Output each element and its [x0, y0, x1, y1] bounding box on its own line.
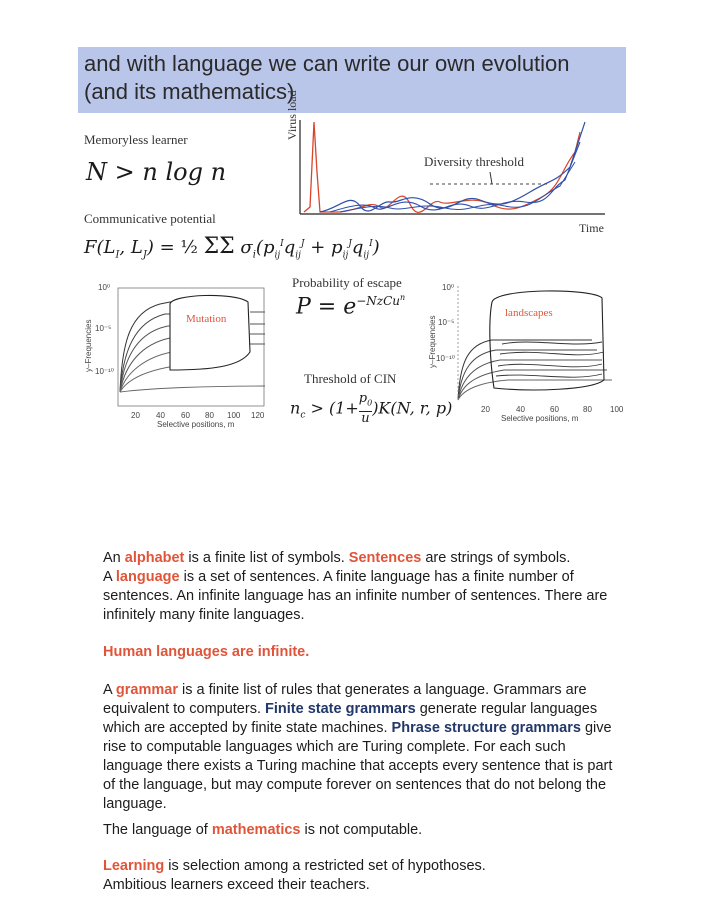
landscape-xtick-3: 80	[583, 405, 592, 414]
mutation-ytick-2: 10⁻¹⁰	[95, 367, 114, 376]
paragraph-mathematics: The language of mathematics is not computable.	[103, 822, 423, 838]
landscape-xtick-2: 60	[550, 405, 559, 414]
term-learning: Learning	[103, 858, 165, 874]
mutation-ytick-0: 10⁰	[98, 283, 111, 292]
paragraph-grammar: A grammar is a finite list of rules that generates a language. Grammars are equivalent to computers. Finite state grammars generate regular languages which are accepted by finite state machines. Phrase structure grammars give rise to computable languages which are Turing complete. For each such language there exists a Turing machine that accepts every sentence that is part of the language, but may compute forever on sentences that do not belong the language.	[103, 682, 613, 812]
mutation-xlabel: Selective positions, m	[157, 420, 235, 429]
landscape-xtick-1: 40	[516, 405, 525, 414]
virus-series-red	[304, 122, 340, 212]
page-title	[84, 50, 570, 106]
diversity-threshold-pointer	[490, 172, 492, 184]
landscape-ylabel: y–Frequencies	[428, 315, 437, 368]
mutation-ylabel: y–Frequencies	[84, 319, 93, 372]
paragraph-learning: Learning is selection among a restricted set of hypothoses. Ambitious learners exceed their teachers.	[103, 858, 486, 893]
mutation-xtick-1: 40	[156, 411, 165, 420]
mutation-xtick-0: 20	[131, 411, 140, 420]
virus-series-blue-2	[330, 142, 580, 212]
virus-x-label: Time	[579, 221, 604, 235]
landscapes-plot	[452, 282, 630, 407]
mutation-tails	[250, 312, 265, 344]
title-line-1: and with language we can write our own evolution	[84, 51, 570, 76]
mutation-ytick-1: 10⁻⁵	[95, 324, 112, 333]
term-phrase-structure-grammars: Phrase structure grammars	[391, 720, 581, 736]
term-sentences: Sentences	[348, 550, 422, 566]
landscape-xlabel: Selective positions, m	[501, 414, 579, 423]
term-language: language	[115, 569, 180, 585]
virus-y-label: Virus load	[285, 90, 299, 140]
mutation-annotation: Mutation	[186, 313, 227, 325]
mutation-xtick-4: 100	[227, 411, 241, 420]
landscape-annotation: landscapes	[505, 307, 553, 319]
virus-series-red-2	[340, 132, 580, 212]
mutation-base-curve	[120, 386, 265, 392]
title-line-2: (and its mathematics)	[84, 79, 295, 104]
mutation-plot	[90, 282, 270, 417]
memoryless-formula: N > n log n	[86, 158, 227, 186]
landscape-ytick-1: 10⁻⁵	[438, 318, 455, 327]
communicative-label: Communicative potential	[84, 211, 216, 226]
cin-label: Threshold of CIN	[304, 371, 397, 386]
mutation-xtick-5: 120	[251, 411, 265, 420]
communicative-formula: $F(L_I$, $L_J$) = ½ ΣΣ $\sigma_i(p_{ij}^Iq_{ij}^J + p_{ij}^Jq_{ij}^I)$	[84, 234, 380, 261]
mutation-xtick-2: 60	[181, 411, 190, 420]
escape-formula: $P = e^{-NzCu^n}$	[296, 293, 406, 320]
paragraph-human-languages: Human languages are infinite.	[103, 644, 310, 660]
landscape-ytick-0: 10⁰	[442, 283, 455, 292]
cin-formula: $n_c > (1+$ $\frac{p_0}{u}$ )K(N, r, p)	[290, 391, 453, 426]
memoryless-label: Memoryless learner	[84, 132, 188, 147]
term-finite-state-grammars: Finite state grammars	[265, 701, 416, 717]
mutation-xtick-3: 80	[205, 411, 214, 420]
diversity-threshold-label: Diversity threshold	[424, 154, 525, 169]
landscape-ytick-2: 10⁻¹⁰	[436, 354, 455, 363]
mutation-highlight-box	[170, 295, 250, 370]
landscape-xtick-0: 20	[481, 405, 490, 414]
paragraph-alphabet: An alphabet is a finite list of symbols. Sentences are strings of symbols. A language is a set of sentences. A finite language has a finite number of sentences. An infinite language has an infinite number of sentences. There are infinitely many finite languages.	[103, 550, 608, 623]
term-grammar: grammar	[115, 682, 178, 698]
term-alphabet: alphabet	[124, 550, 185, 566]
term-mathematics: mathematics	[211, 822, 301, 838]
landscape-xtick-4: 100	[610, 405, 624, 414]
escape-label: Probability of escape	[292, 275, 402, 290]
